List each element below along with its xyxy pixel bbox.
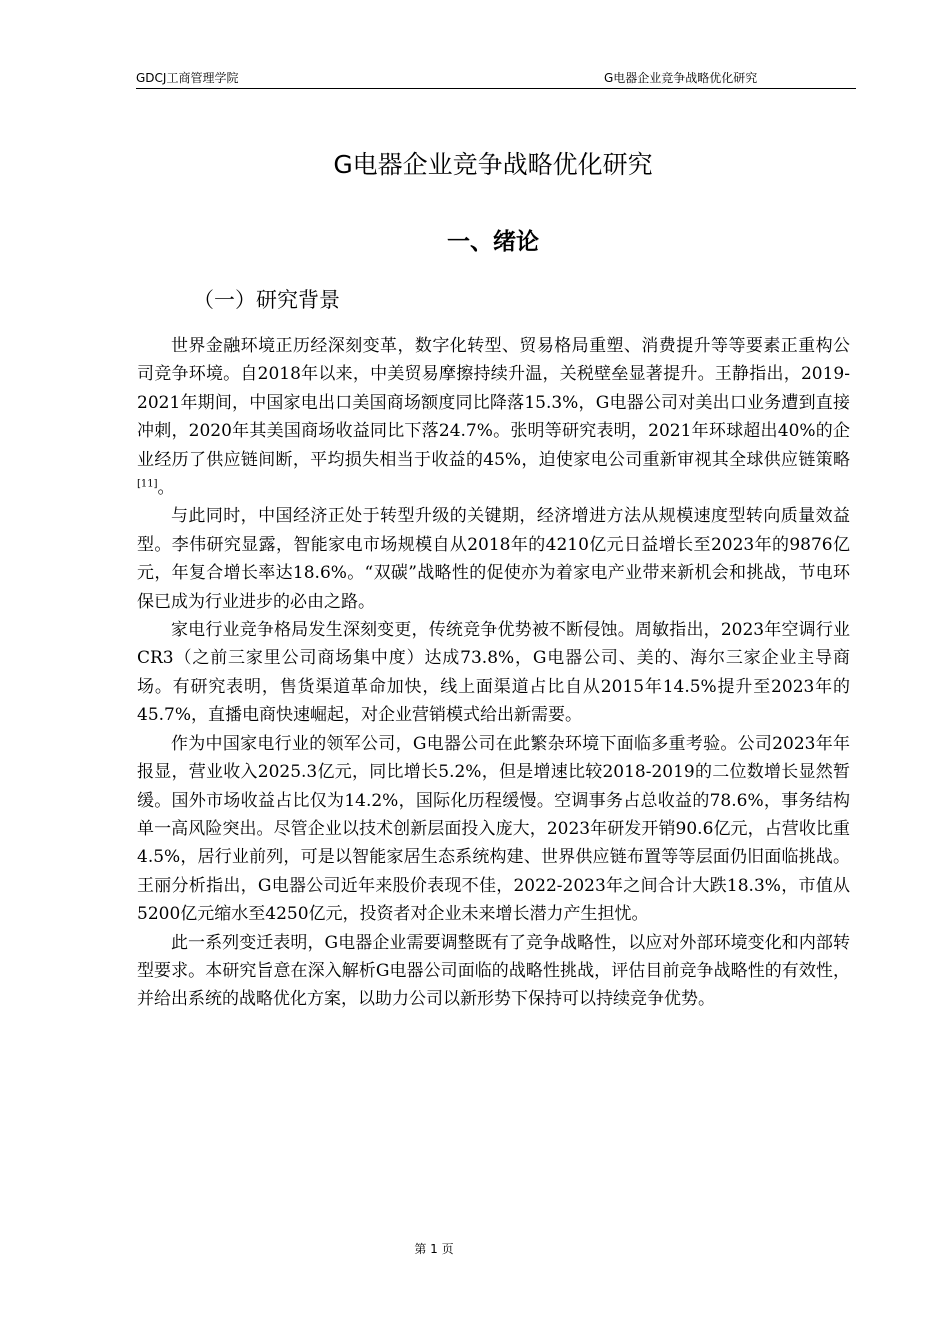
header-institution: GDCJ工商管理学院 <box>136 71 239 85</box>
body-text <box>137 332 850 1014</box>
paragraph: 与此同时，中国经济正处于转型升级的关键期，经济增进方法从规模速度型转向质量效益型。李伟研究显露，智能家电市场规模自从2018年的4210亿元日益增长至2023年的9876亿元，年复合增长率达18.6%。“双碳”战略性的促使亦为着家电产业带来新机会和挑战，节电环保已成为行业进步的必由之路。 <box>137 506 850 612</box>
paragraph: 此一系列变迁表明，G电器企业需要调整既有了竞争战略性，以应对外部环境变化和内部转型要求。本研究旨意在深入解析G电器公司面临的战略性挑战，评估目前竞争战略性的有效性，并给出系统的战略优化方案，以助力公司以新形势下保持可以持续竞争优势。 <box>137 932 850 1010</box>
paragraph: 作为中国家电行业的领军公司，G电器公司在此繁杂环境下面临多重考验。公司2023年年报显，营业收入2025.3亿元，同比增长5.2%，但是增速比较2018-2019的二位数增长显然暂缓。国外市场收益占比仅为14.2%，国际化历程缓慢。空调事务占总收益的78.6%，事务结构单一高风险突出。尽管企业以技术创新层面投入庞大，2023年研发开销90.6亿元，占营收比重4.5%，居行业前列，可是以智能家居生态系统构建、世界供应链布置等等层面仍旧面临挑战。王丽分析指出，G电器公司近年来股价表现不佳，2022-2023年之间合计大跌18.3%，市值从5200亿元缩水至4250亿元，投资者对企业未来增长潜力产生担忧。 <box>137 733 850 925</box>
page-header <box>136 70 856 89</box>
paragraph: 世界金融环境正历经深刻变革，数字化转型、贸易格局重塑、消费提升等等要素正重构公司竞争环境。自2018年以来，中美贸易摩擦持续升温，关税壁垒显著提升。王静指出，2019-2021年期间，中国家电出口美国商场额度同比降落15.3%，G电器公司对美出口业务遭到直接冲刺，2020年其美国商场收益同比下落24.7%。张明等研究表明，2021年环球超出40%的企业经历了供应链间断，平均损失相当于收益的45%，迫使家电公司重新审视其全球供应链策略[11]。 <box>137 336 850 499</box>
section-heading: （一）研究背景 <box>193 288 340 312</box>
paragraph: 家电行业竞争格局发生深刻变更，传统竞争优势被不断侵蚀。周敏指出，2023年空调行业CR3（之前三家里公司商场集中度）达成73.8%，G电器公司、美的、海尔三家企业主导商场。有研究表明，售货渠道革命加快，线上面渠道占比自从2015年14.5%提升至2023年的45.7%，直播电商快速崛起，对企业营销模式给出新需要。 <box>137 620 850 726</box>
document-title: G电器企业竞争战略优化研究 <box>333 150 653 179</box>
header-document-title: G电器企业竞争战略优化研究 <box>604 71 758 85</box>
citation-reference: [11] <box>137 478 158 490</box>
page-number: 第 1 页 <box>414 1242 454 1256</box>
chapter-heading: 一、绪论 <box>447 229 539 255</box>
